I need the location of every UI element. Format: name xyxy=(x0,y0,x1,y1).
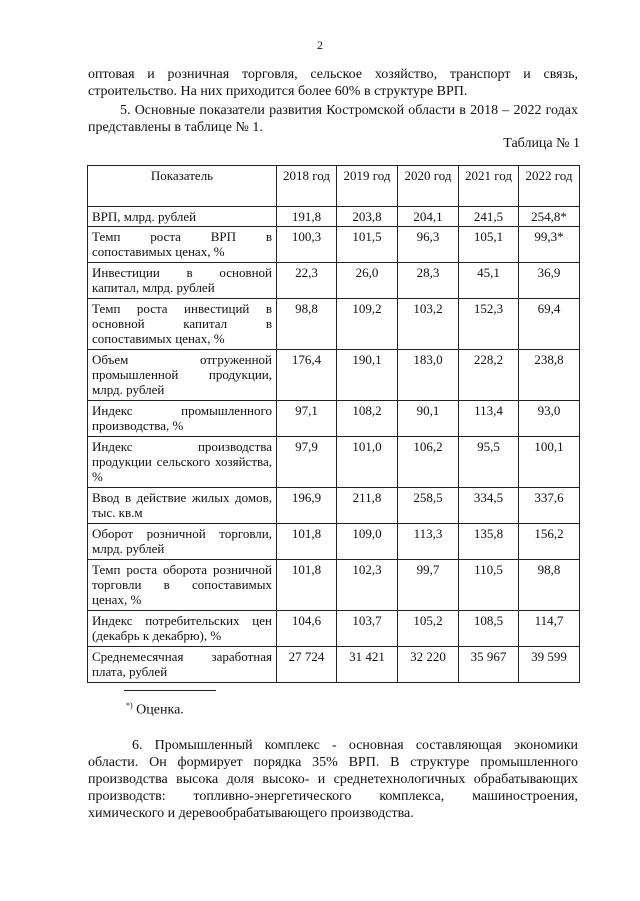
table-row xyxy=(88,299,580,350)
indicator-value: 32 220 xyxy=(398,647,459,683)
indicator-value: 39 599 xyxy=(519,647,580,683)
indicator-value: 109,2 xyxy=(337,299,398,350)
indicator-value: 95,5 xyxy=(459,437,519,488)
indicator-value: 101,5 xyxy=(337,227,398,263)
indicator-value: 108,2 xyxy=(337,401,398,437)
indicator-value: 100,1 xyxy=(519,437,580,488)
indicator-value: 26,0 xyxy=(337,263,398,299)
indicator-value: 99,3* xyxy=(519,227,580,263)
table-row xyxy=(88,647,580,683)
indicator-name: Темп роста инвестиций в основной капитал в сопоставимых ценах, % xyxy=(88,299,277,350)
header-indicator: Показатель xyxy=(88,166,277,207)
indicator-value: 90,1 xyxy=(398,401,459,437)
header-year: 2021 год xyxy=(459,166,519,207)
indicator-value: 156,2 xyxy=(519,524,580,560)
indicator-value: 190,1 xyxy=(337,350,398,401)
table-header-row xyxy=(88,166,580,207)
indicator-value: 105,1 xyxy=(459,227,519,263)
indicator-name: Индекс промышленного производства, % xyxy=(88,401,277,437)
table-row xyxy=(88,560,580,611)
indicator-value: 238,8 xyxy=(519,350,580,401)
indicator-name: Инвестиции в основной капитал, млрд. рублей xyxy=(88,263,277,299)
indicator-value: 35 967 xyxy=(459,647,519,683)
indicator-value: 96,3 xyxy=(398,227,459,263)
indicator-value: 113,3 xyxy=(398,524,459,560)
indicator-value: 102,3 xyxy=(337,560,398,611)
table-caption: Таблица № 1 xyxy=(503,136,580,151)
indicator-value: 183,0 xyxy=(398,350,459,401)
indicator-value: 31 421 xyxy=(337,647,398,683)
indicator-name: Индекс потребительских цен (декабрь к декабрю), % xyxy=(88,611,277,647)
indicator-value: 101,8 xyxy=(277,560,337,611)
indicator-name: Темп роста оборота розничной торговли в сопоставимых ценах, % xyxy=(88,560,277,611)
header-year: 2020 год xyxy=(398,166,459,207)
indicator-value: 135,8 xyxy=(459,524,519,560)
paragraph-6: 6. Промышленный комплекс - основная составляющая экономики области. Он формирует порядка 35% ВРП. В структуре промышленного производства высока доля высоко- и среднетехнологичных обрабатывающих производств: топливно-энергетического комплекса, машиностроения, химического и деревообрабатывающего производства. xyxy=(88,738,578,821)
indicator-value: 113,4 xyxy=(459,401,519,437)
paragraph-5: 5. Основные показатели развития Костромской области в 2018 – 2022 годах представлены в таблице № 1. xyxy=(88,103,578,135)
table-row xyxy=(88,350,580,401)
indicator-name: ВРП, млрд. рублей xyxy=(88,207,277,227)
table-body xyxy=(88,207,580,683)
indicator-name: Оборот розничной торговли, млрд. рублей xyxy=(88,524,277,560)
table-row xyxy=(88,207,580,227)
indicator-name: Среднемесячная заработная плата, рублей xyxy=(88,647,277,683)
footnote xyxy=(126,701,184,719)
table-row xyxy=(88,524,580,560)
header-year: 2022 год xyxy=(519,166,580,207)
indicator-value: 258,5 xyxy=(398,488,459,524)
indicator-name: Индекс производства продукции сельского хозяйства, % xyxy=(88,437,277,488)
footnote-text: Оценка. xyxy=(136,702,184,718)
indicator-value: 27 724 xyxy=(277,647,337,683)
indicator-value: 108,5 xyxy=(459,611,519,647)
indicators-table xyxy=(87,165,580,683)
indicator-value: 93,0 xyxy=(519,401,580,437)
indicator-value: 100,3 xyxy=(277,227,337,263)
indicator-value: 176,4 xyxy=(277,350,337,401)
indicator-value: 69,4 xyxy=(519,299,580,350)
header-year: 2019 год xyxy=(337,166,398,207)
footnote-mark: *) xyxy=(126,701,133,710)
indicator-value: 105,2 xyxy=(398,611,459,647)
paragraph-intro: оптовая и розничная торговля, сельское хозяйство, транспорт и связь, строительство. На них приходится более 60% в структуре ВРП. xyxy=(88,67,578,99)
indicator-value: 99,7 xyxy=(398,560,459,611)
table-row xyxy=(88,437,580,488)
indicator-value: 152,3 xyxy=(459,299,519,350)
indicator-value: 28,3 xyxy=(398,263,459,299)
indicator-name: Ввод в действие жилых домов, тыс. кв.м xyxy=(88,488,277,524)
indicator-value: 337,6 xyxy=(519,488,580,524)
indicator-value: 36,9 xyxy=(519,263,580,299)
indicator-value: 97,1 xyxy=(277,401,337,437)
indicator-value: 196,9 xyxy=(277,488,337,524)
indicator-name: Темп роста ВРП в сопоставимых ценах, % xyxy=(88,227,277,263)
indicator-value: 334,5 xyxy=(459,488,519,524)
indicator-value: 109,0 xyxy=(337,524,398,560)
indicator-value: 254,8* xyxy=(519,207,580,227)
indicator-value: 45,1 xyxy=(459,263,519,299)
page-number: 2 xyxy=(317,38,323,52)
indicator-value: 97,9 xyxy=(277,437,337,488)
footnote-divider xyxy=(124,690,216,691)
header-year: 2018 год xyxy=(277,166,337,207)
indicator-value: 98,8 xyxy=(519,560,580,611)
indicator-value: 191,8 xyxy=(277,207,337,227)
indicator-value: 98,8 xyxy=(277,299,337,350)
indicator-value: 211,8 xyxy=(337,488,398,524)
table-row xyxy=(88,401,580,437)
indicator-value: 114,7 xyxy=(519,611,580,647)
indicator-value: 22,3 xyxy=(277,263,337,299)
indicator-name: Объем отгруженной промышленной продукции, млрд. рублей xyxy=(88,350,277,401)
table-row xyxy=(88,263,580,299)
table-row xyxy=(88,611,580,647)
indicator-value: 110,5 xyxy=(459,560,519,611)
indicator-value: 104,6 xyxy=(277,611,337,647)
indicator-value: 103,2 xyxy=(398,299,459,350)
table-row xyxy=(88,227,580,263)
indicator-value: 228,2 xyxy=(459,350,519,401)
table-row xyxy=(88,488,580,524)
indicator-value: 103,7 xyxy=(337,611,398,647)
indicator-value: 106,2 xyxy=(398,437,459,488)
indicator-value: 203,8 xyxy=(337,207,398,227)
indicator-value: 101,8 xyxy=(277,524,337,560)
indicator-value: 204,1 xyxy=(398,207,459,227)
indicator-value: 241,5 xyxy=(459,207,519,227)
indicator-value: 101,0 xyxy=(337,437,398,488)
